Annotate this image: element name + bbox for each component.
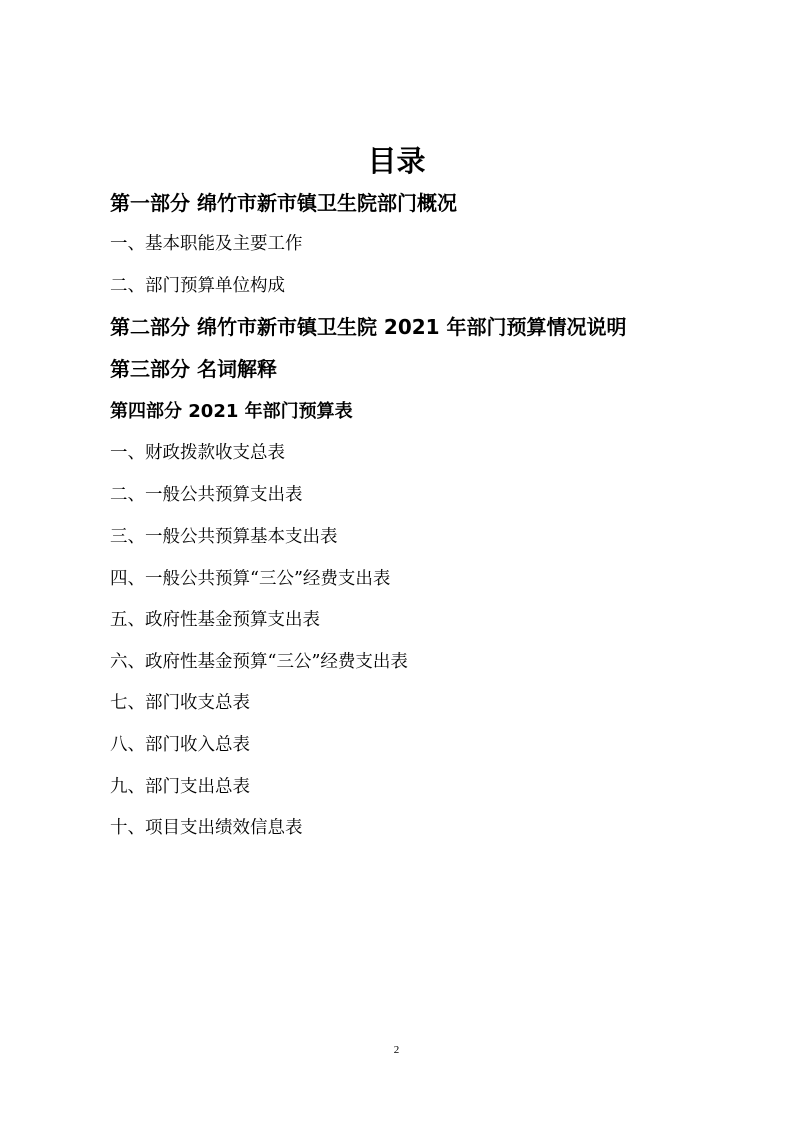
toc-part3-heading[interactable]: 第三部分 名词解释 <box>110 357 277 381</box>
toc-part4-item-9[interactable]: 九、部门支出总表 <box>110 777 250 797</box>
toc-part4-item-6[interactable]: 六、政府性基金预算“三公”经费支出表 <box>110 652 408 672</box>
page-number: 2 <box>393 1044 400 1056</box>
toc-part1-item-1[interactable]: 一、基本职能及主要工作 <box>110 234 303 254</box>
toc-part4-heading[interactable]: 第四部分 2021 年部门预算表 <box>110 401 353 422</box>
toc-part4-item-8[interactable]: 八、部门收入总表 <box>110 735 250 755</box>
toc-part4-item-10[interactable]: 十、项目支出绩效信息表 <box>110 818 303 838</box>
page-title: 目录 <box>367 144 426 178</box>
toc-part1-item-2[interactable]: 二、部门预算单位构成 <box>110 276 285 296</box>
toc-part2-heading[interactable]: 第二部分 绵竹市新市镇卫生院 2021 年部门预算情况说明 <box>110 315 627 339</box>
toc-part4-item-7[interactable]: 七、部门收支总表 <box>110 693 250 713</box>
toc-part4-item-1[interactable]: 一、财政拨款收支总表 <box>110 443 285 463</box>
toc-part4-item-5[interactable]: 五、政府性基金预算支出表 <box>110 610 320 630</box>
toc-part4-item-2[interactable]: 二、一般公共预算支出表 <box>110 485 303 505</box>
toc-part4-item-3[interactable]: 三、一般公共预算基本支出表 <box>110 527 338 547</box>
toc-part4-item-4[interactable]: 四、一般公共预算“三公”经费支出表 <box>110 569 391 589</box>
toc-part1-heading[interactable]: 第一部分 绵竹市新市镇卫生院部门概况 <box>110 191 457 215</box>
